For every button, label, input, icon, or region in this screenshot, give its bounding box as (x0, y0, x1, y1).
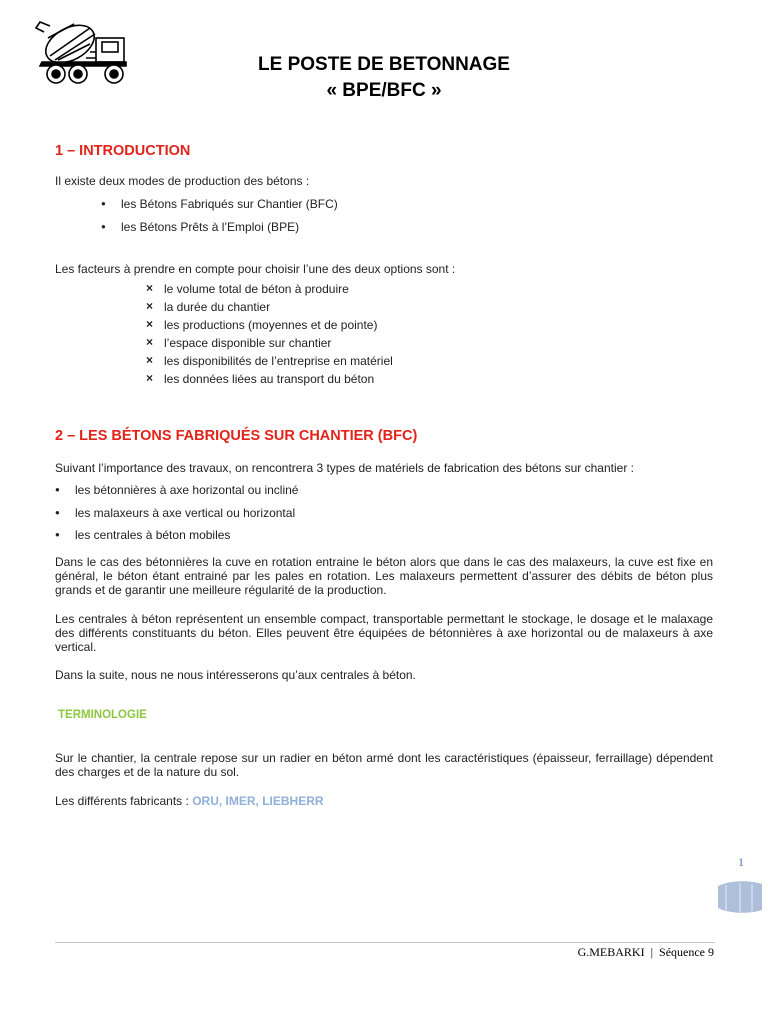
list-item: ● les centrales à béton mobiles (55, 528, 298, 551)
section-1-intro: Il existe deux modes de production des bétons : (55, 174, 310, 188)
list-item: × les disponibilités de l’entreprise en matériel (146, 354, 393, 372)
section-2-intro: Suivant l’importance des travaux, on rencontrera 3 types de matériels de fabrication des bétons sur chantier : (55, 461, 634, 475)
factors-list (146, 282, 393, 390)
list-item: × la durée du chantier (146, 300, 393, 318)
footer (578, 945, 714, 960)
footer-sequence: Séquence 9 (659, 945, 714, 959)
page-number: 1 (738, 855, 744, 869)
list-item: ● les malaxeurs à axe vertical ou horizontal (55, 506, 298, 529)
paragraph-following: Dans la suite, nous ne nous intéresserons qu’aux centrales à béton. (55, 668, 416, 682)
footer-separator: | (647, 945, 657, 959)
list-item: × l’espace disponible sur chantier (146, 336, 393, 354)
list-item: × les productions (moyennes et de pointe) (146, 318, 393, 336)
title-line-1: LE POSTE DE BETONNAGE (258, 54, 510, 75)
paragraph-mixers: Dans le cas des bétonnières la cuve en rotation entraine le béton alors que dans le cas des malaxeurs, la cuve est fixe en général, le béton étant entrainé par les pales en rotation. Les malaxeurs permettent d’assurer des débits de béton plus grands et de garantir une meilleure régularité de la production. (55, 555, 713, 597)
paragraph-central-plants: Les centrales à béton représentent un ensemble compact, transportable permettant le stockage, le dosage et le malaxage des différents constituants du béton. Elles peuvent être équipées de bétonnières à axe horizontal ou de malaxeurs à axe vertical. (55, 612, 713, 654)
list-item: × les données liées au transport du béton (146, 372, 393, 390)
section-1-heading: 1 – INTRODUCTION (55, 143, 191, 159)
list-item: ● les Bétons Fabriqués sur Chantier (BFC) (101, 197, 338, 220)
equipment-types-list (55, 483, 298, 551)
production-modes-list (101, 197, 338, 242)
title-line-2: « BPE/BFC » (326, 80, 442, 101)
list-item: × le volume total de béton à produire (146, 282, 393, 300)
footer-author: G.MEBARKI (577, 945, 645, 959)
terminology-heading: TERMINOLOGIE (58, 709, 147, 721)
list-item: ● les bétonnières à axe horizontal ou incliné (55, 483, 298, 506)
footer-divider (55, 942, 715, 943)
manufacturers-names: ORU, IMER, LIEBHERR (192, 794, 324, 808)
document-title (0, 52, 768, 104)
manufacturers-label: Les différents fabricants : (55, 794, 189, 808)
manufacturers-line (55, 794, 713, 808)
section-2-heading: 2 – LES BÉTONS FABRIQUÉS SUR CHANTIER (BFC) (55, 428, 418, 444)
factors-intro: Les facteurs à prendre en compte pour choisir l’une des deux options sont : (55, 262, 456, 276)
paragraph-foundation: Sur le chantier, la centrale repose sur un radier en béton armé dont les caractéristiques (épaisseur, ferraillage) dépendent des charges et de la nature du sol. (55, 751, 713, 779)
page-tab-decoration (716, 880, 764, 914)
list-item: ● les Bétons Prêts à l’Emploi (BPE) (101, 220, 338, 243)
